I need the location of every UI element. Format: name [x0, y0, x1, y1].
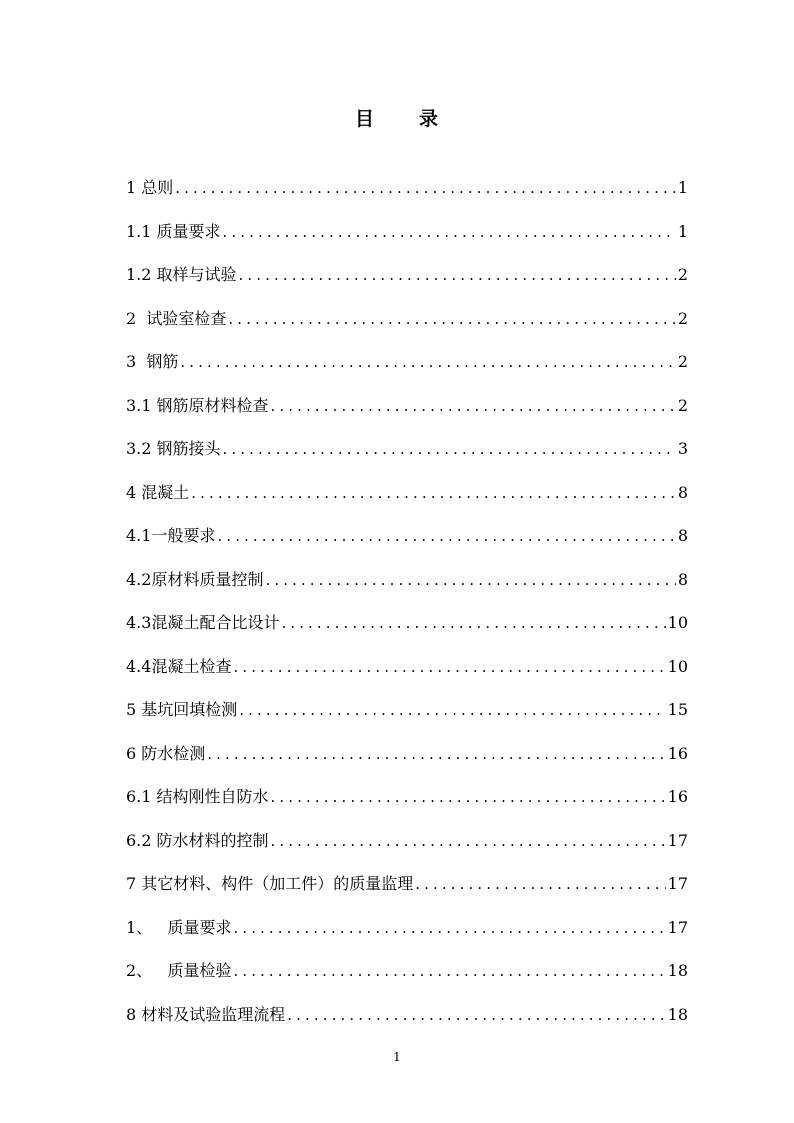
toc-entry[interactable] [126, 692, 688, 736]
toc-entry[interactable] [126, 431, 688, 475]
toc-entry[interactable] [126, 997, 688, 1041]
toc-entry-page: 2 [677, 265, 688, 284]
toc-entry-label: 4 混凝土 [126, 482, 190, 502]
toc-entry-label: 5 基坑回填检测 [126, 700, 238, 719]
toc-entry-page: 15 [667, 700, 688, 719]
toc-entry-page: 1 [677, 221, 688, 241]
toc-leader-dots [207, 736, 665, 772]
toc-leader-dots [287, 997, 665, 1033]
toc-entry-page: 17 [667, 917, 688, 937]
toc-entry-label: 6.2 防水材料的控制 [126, 830, 269, 850]
toc-leader-dots [281, 605, 665, 641]
toc-entry[interactable] [126, 779, 688, 823]
toc-entry-label: 6 防水检测 [126, 743, 206, 763]
toc-entry-page: 18 [667, 1004, 688, 1024]
toc-entry-page: 8 [677, 482, 688, 502]
toc-entry-page: 17 [667, 874, 688, 893]
toc-entry[interactable] [126, 518, 688, 562]
toc-entry-page: 16 [667, 787, 688, 806]
toc-entry[interactable] [126, 257, 688, 301]
toc-entry[interactable] [126, 953, 688, 997]
toc-entry-page: 3 [677, 439, 688, 458]
toc-entry[interactable] [126, 214, 688, 258]
toc-entry-label: 4.2原材料质量控制 [126, 569, 264, 589]
table-of-contents [126, 170, 688, 1040]
toc-entry-label: 3.1 钢筋原材料检查 [126, 395, 269, 415]
toc-leader-dots [223, 214, 676, 250]
toc-leader-dots [271, 823, 666, 859]
toc-leader-dots [233, 649, 665, 685]
toc-entry[interactable] [126, 866, 688, 910]
page-number: 1 [393, 1050, 401, 1064]
toc-entry[interactable] [126, 388, 688, 432]
toc-leader-dots [271, 779, 666, 815]
toc-leader-dots [191, 475, 676, 511]
toc-leader-dots [265, 562, 675, 598]
toc-entry-page: 8 [677, 526, 688, 545]
toc-entry-label: 3.2 钢筋接头 [126, 439, 221, 458]
toc-entry-page: 10 [667, 656, 688, 676]
toc-leader-dots [239, 257, 676, 293]
toc-entry-label: 6.1 结构刚性自防水 [126, 787, 269, 806]
toc-entry-label: 2、 质量检验 [126, 961, 232, 980]
toc-entry-label: 1.1 质量要求 [126, 221, 221, 241]
toc-entry-label: 3 钢筋 [126, 352, 179, 371]
toc-entry-label: 1 总则 [126, 178, 174, 197]
toc-entry[interactable] [126, 605, 688, 649]
toc-leader-dots [233, 953, 665, 989]
page-title-part2: 录 [419, 108, 440, 130]
toc-leader-dots [233, 910, 665, 946]
toc-leader-dots [217, 518, 675, 554]
toc-entry[interactable] [126, 475, 688, 519]
toc-entry-page: 2 [677, 308, 688, 328]
toc-entry[interactable] [126, 344, 688, 388]
toc-leader-dots [415, 866, 665, 902]
toc-leader-dots [223, 431, 676, 467]
toc-entry-page: 16 [667, 743, 688, 763]
toc-entry[interactable] [126, 170, 688, 214]
toc-entry-label: 4.4混凝土检查 [126, 656, 232, 676]
page-title [0, 104, 794, 131]
toc-entry-label: 1.2 取样与试验 [126, 265, 237, 284]
toc-leader-dots [180, 344, 675, 380]
toc-entry-label: 4.3混凝土配合比设计 [126, 613, 280, 632]
toc-entry-label: 1、 质量要求 [126, 917, 232, 937]
toc-entry-label: 8 材料及试验监理流程 [126, 1004, 286, 1024]
toc-entry[interactable] [126, 823, 688, 867]
toc-entry-label: 2 试验室检查 [126, 308, 227, 328]
toc-entry-label: 4.1一般要求 [126, 526, 216, 545]
toc-entry-page: 2 [677, 395, 688, 415]
page-title-part1: 目 [354, 108, 375, 130]
toc-leader-dots [228, 301, 675, 337]
toc-entry[interactable] [126, 649, 688, 693]
toc-entry-page: 17 [667, 830, 688, 850]
toc-entry[interactable] [126, 562, 688, 606]
toc-entry-page: 1 [677, 178, 688, 197]
toc-entry[interactable] [126, 910, 688, 954]
toc-entry[interactable] [126, 736, 688, 780]
toc-leader-dots [239, 692, 665, 728]
toc-entry-page: 10 [667, 613, 688, 632]
toc-entry-page: 2 [677, 352, 688, 371]
toc-entry[interactable] [126, 301, 688, 345]
toc-leader-dots [271, 388, 676, 424]
toc-entry-page: 18 [667, 961, 688, 980]
toc-entry-page: 8 [677, 569, 688, 589]
toc-leader-dots [175, 170, 676, 206]
toc-entry-label: 7 其它材料、构件（加工件）的质量监理 [126, 874, 414, 893]
